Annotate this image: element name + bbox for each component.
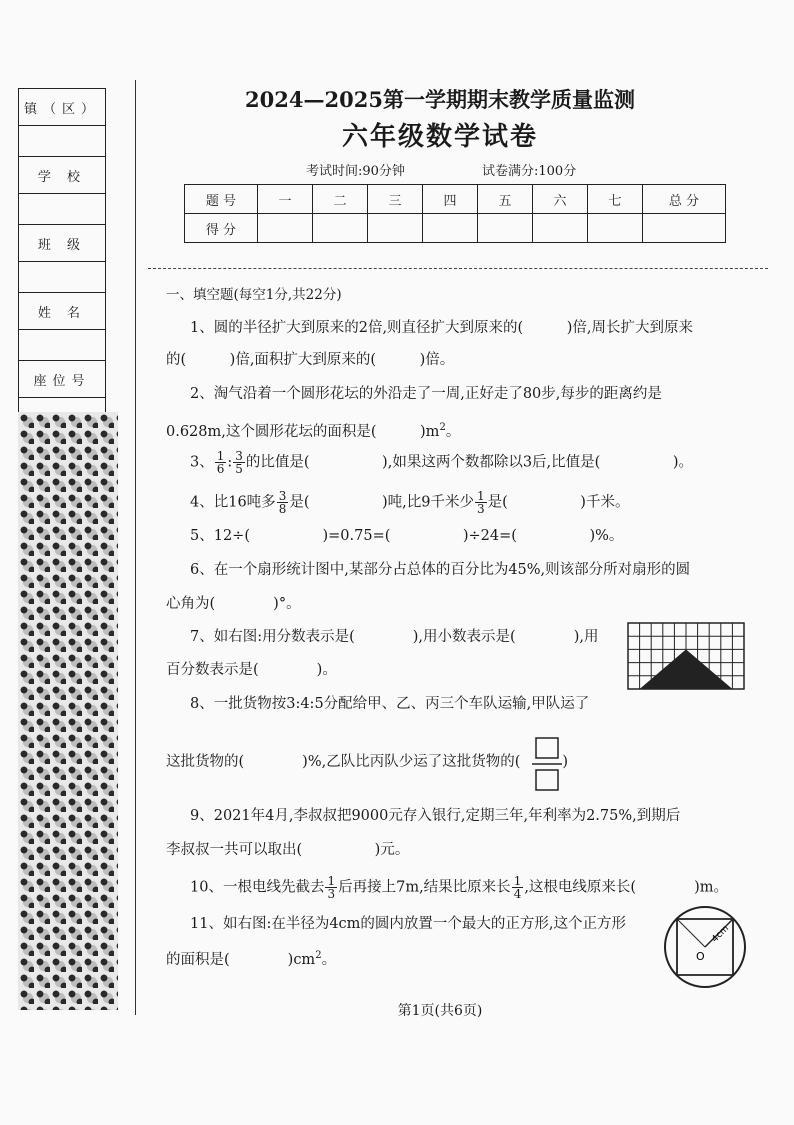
superscript: 2: [315, 950, 322, 961]
fraction: $\frac{3}{5}$: [235, 449, 243, 476]
fraction: $\frac{1}{6}$: [216, 449, 225, 476]
score-cell[interactable]: [423, 214, 478, 243]
question-4-post: 是( )千米。: [487, 494, 630, 511]
score-header-col: 六: [533, 185, 588, 214]
decorative-pattern: [18, 412, 118, 1010]
question-8-line-2: [166, 752, 568, 772]
fraction: $\frac{1}{3}$: [327, 874, 336, 901]
question-2-line-1: 2、淘气沿着一个圆形花坛的外沿走了一周,正好走了80步,每步的距离约是: [190, 386, 662, 402]
question-2-end: 。: [445, 423, 461, 440]
fraction: $\frac{1}{3}$: [476, 489, 485, 516]
question-4: [190, 490, 629, 515]
binding-input-town[interactable]: [19, 126, 106, 157]
score-cell[interactable]: [313, 214, 368, 243]
question-11-line-2: [166, 946, 336, 970]
score-header-total: 总 分: [643, 185, 726, 214]
binding-input-name[interactable]: [19, 330, 106, 361]
question-6-line-2: 心角为( )°。: [166, 596, 301, 612]
binding-field-seat: 座位号: [19, 361, 106, 398]
grid-triangle-figure: [627, 622, 745, 690]
circle-square-figure: [662, 904, 748, 990]
score-cell[interactable]: [533, 214, 588, 243]
score-header-col: 五: [478, 185, 533, 214]
score-cell[interactable]: [258, 214, 313, 243]
ratio-colon: :: [227, 454, 233, 471]
binding-field-class: 班 级: [19, 225, 106, 262]
section-divider: [148, 268, 768, 269]
score-header-col: 四: [423, 185, 478, 214]
question-3: [190, 450, 693, 475]
fraction: $\frac{3}{8}$: [278, 489, 287, 516]
question-8-line-1: 8、一批货物按3:4:5分配给甲、乙、丙三个车队运输,甲队运了: [190, 696, 590, 712]
score-cell[interactable]: [643, 214, 726, 243]
question-1-line-2: 的( )倍,面积扩大到原来的( )倍。: [166, 352, 455, 368]
score-cell[interactable]: [368, 214, 423, 243]
blank-fraction-boxes[interactable]: [532, 736, 562, 792]
page-footer: 第1页(共6页): [397, 1003, 483, 1019]
question-7-line-1: 7、如右图:用分数表示是( ),用小数表示是( ),用: [190, 629, 599, 645]
question-9-line-1: 9、2021年4月,李叔叔把9000元存入银行,定期三年,年利率为2.75%,到期后: [190, 808, 681, 824]
question-number: 3、: [190, 454, 214, 471]
binding-input-school[interactable]: [19, 194, 106, 225]
score-header-col: 七: [588, 185, 643, 214]
binding-input-class[interactable]: [19, 262, 106, 293]
binding-column: [18, 88, 106, 429]
question-2-line-2: [166, 418, 460, 442]
score-header-col: 二: [313, 185, 368, 214]
question-1-line-1: 1、圆的半径扩大到原来的2倍,则直径扩大到原来的( )倍,周长扩大到原来: [190, 320, 693, 336]
binding-field-school: 学 校: [19, 157, 106, 194]
superscript: 2: [439, 422, 446, 433]
score-cell[interactable]: [478, 214, 533, 243]
question-4-pre: 4、比16吨多: [190, 494, 276, 511]
question-10: [190, 875, 728, 900]
exam-full-score: 试卷满分:100分: [482, 164, 577, 179]
score-header-col: 一: [258, 185, 313, 214]
score-cell[interactable]: [588, 214, 643, 243]
radius-label: 4cm: [710, 923, 732, 945]
shaded-triangle: [640, 649, 733, 689]
question-7-line-2: 百分数表示是( )。: [166, 662, 337, 678]
question-10-post: ,这根电线原来长( )m。: [524, 879, 728, 896]
exam-subtitle: 六年级数学试卷: [341, 122, 538, 152]
exam-title: 2024—2025第一学期期末教学质量监测: [245, 87, 635, 112]
seal-line: [135, 80, 136, 1015]
question-10-mid: 后再接上7m,结果比原来长: [338, 879, 511, 896]
question-5: 5、12÷( )=0.75=( )÷24=( )%。: [190, 528, 624, 544]
binding-field-name: 姓 名: [19, 293, 106, 330]
fraction: $\frac{1}{4}$: [513, 874, 522, 901]
question-11-text: 的面积是( )cm: [166, 951, 316, 968]
binding-field-town: 镇（区）: [19, 89, 106, 126]
question-10-pre: 10、一根电线先截去: [190, 879, 325, 896]
question-11-end: 。: [321, 951, 337, 968]
question-4-mid: 是( )吨,比9千米少: [289, 494, 474, 511]
question-8-end: ): [562, 754, 569, 770]
question-8-text: 这批货物的( )%,乙队比丙队少运了这批货物的(: [166, 754, 521, 770]
question-2-text: 0.628m,这个圆形花坛的面积是( )m: [166, 423, 440, 440]
score-header-col: 三: [368, 185, 423, 214]
question-11-line-1: 11、如右图:在半径为4cm的圆内放置一个最大的正方形,这个正方形: [190, 916, 627, 932]
question-6-line-1: 6、在一个扇形统计图中,某部分占总体的百分比为45%,则该部分所对扇形的圆: [190, 562, 691, 578]
score-header-label: 题 号: [185, 185, 258, 214]
section-heading: 一、填空题(每空1分,共22分): [166, 287, 342, 303]
exam-time: 考试时间:90分钟: [306, 164, 405, 179]
score-table: [184, 184, 726, 243]
score-row-label: 得 分: [185, 214, 258, 243]
question-9-line-2: 李叔叔一共可以取出( )元。: [166, 842, 410, 858]
question-3-text: 的比值是( ),如果这两个数都除以3后,比值是( )。: [245, 454, 693, 471]
center-label: O: [696, 950, 705, 963]
